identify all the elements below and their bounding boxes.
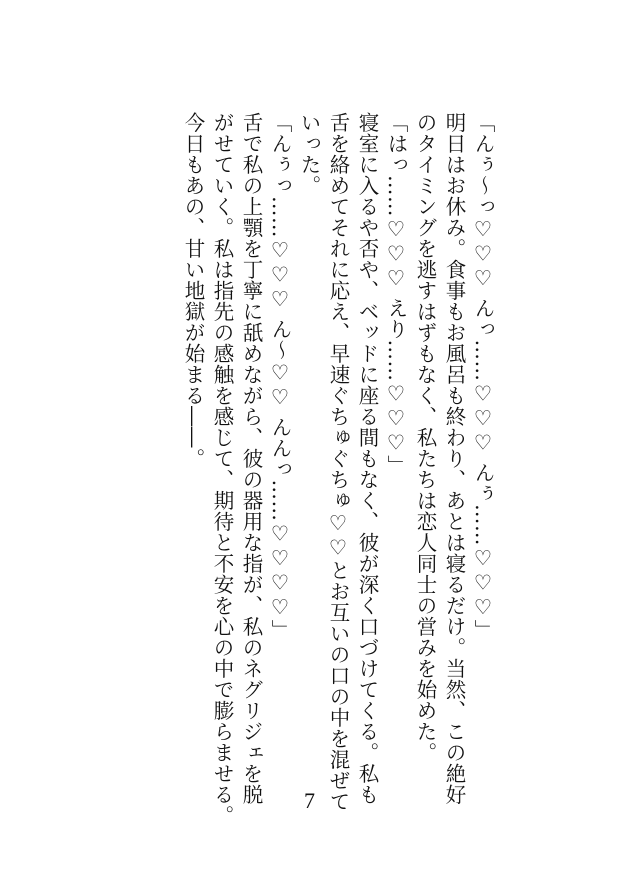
text-line: 明日はお休み。食事もお風呂も終わり、あとは寝るだけ。当然、この絶好 bbox=[442, 112, 466, 805]
text-line: 「んぅっ……♡♡♡ ん〜♡♡ んんっ……♡♡♡♡」 bbox=[268, 112, 292, 641]
text-line: いった。 bbox=[297, 112, 321, 196]
text-line: がせていく。私は指先の感触を感じて、期待と不安を心の中で膨らませる。 bbox=[210, 112, 234, 826]
page-number: 7 bbox=[304, 788, 315, 813]
text-line: 舌で私の上顎を丁寧に舐めながら、彼の器用な指が、私のネグリジェを脱 bbox=[239, 112, 263, 805]
text-line: 寝室に入るや否や、ベッドに座る間もなく、彼が深く口づけてくる。私も bbox=[355, 112, 379, 805]
text-line: 「んぅ〜っ♡♡♡ んっ……♡♡♡ んぅ……♡♡♡」 bbox=[471, 112, 495, 641]
text-line: 「はっ……♡♡♡ えり……♡♡♡」 bbox=[384, 112, 408, 477]
text-line: 今日もあの、甘い地獄が始まる――。 bbox=[181, 112, 205, 469]
body-text bbox=[178, 112, 497, 826]
text-line: のタイミングを逃すはずもなく、私たちは恋人同士の営みを始めた。 bbox=[413, 112, 437, 763]
text-line: 舌を絡めてそれに応え、早速ぐちゅぐちゅ♡♡とお互いの口の中を混ぜて bbox=[326, 112, 350, 812]
